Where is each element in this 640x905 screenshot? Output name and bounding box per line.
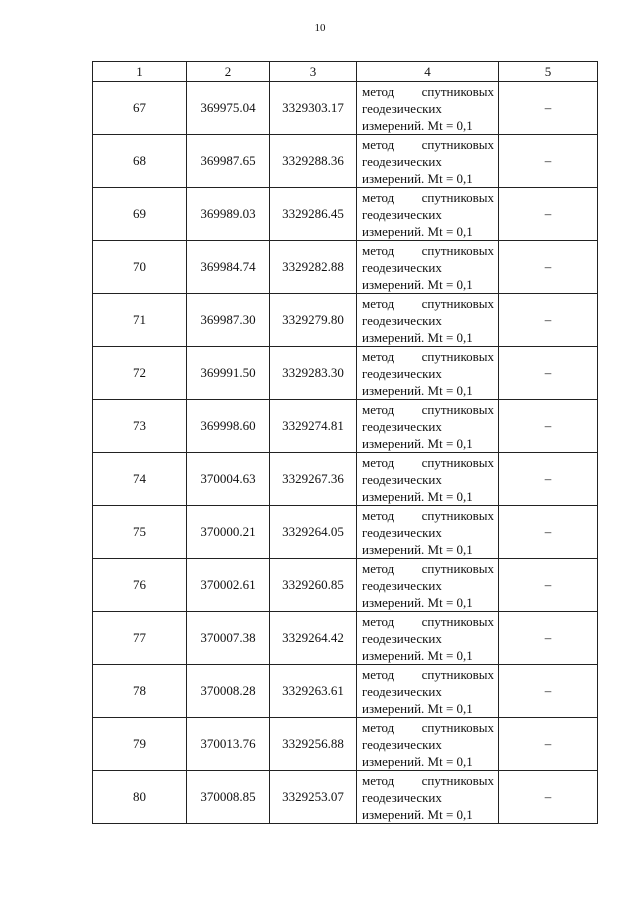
note-cell: – [499, 771, 598, 824]
method-line-3: измерений. Mt = 0,1 [362, 701, 473, 716]
method-line-2: геодезических [362, 631, 442, 646]
method-word: метод [362, 349, 395, 364]
point-number-cell: 76 [93, 559, 187, 612]
point-number-cell: 77 [93, 612, 187, 665]
method-line-3: измерений. Mt = 0,1 [362, 330, 473, 345]
y-coordinate-cell: 3329279.80 [270, 294, 357, 347]
method-line-3: измерений. Mt = 0,1 [362, 436, 473, 451]
y-coordinate-cell: 3329274.81 [270, 400, 357, 453]
method-cell [357, 82, 499, 135]
method-cell [357, 294, 499, 347]
note-cell: – [499, 135, 598, 188]
x-coordinate-cell: 369987.30 [187, 294, 270, 347]
y-coordinate-cell: 3329264.05 [270, 506, 357, 559]
method-word: метод [362, 402, 395, 417]
y-coordinate-cell: 3329253.07 [270, 771, 357, 824]
point-number-cell: 74 [93, 453, 187, 506]
method-line-3: измерений. Mt = 0,1 [362, 595, 473, 610]
method-cell [357, 135, 499, 188]
method-word: спутниковых [421, 773, 494, 788]
method-word: метод [362, 614, 395, 629]
y-coordinate-cell: 3329282.88 [270, 241, 357, 294]
method-line-2: геодезических [362, 684, 442, 699]
method-cell [357, 347, 499, 400]
table-row [93, 506, 598, 559]
method-word: спутниковых [421, 402, 494, 417]
x-coordinate-cell: 370000.21 [187, 506, 270, 559]
method-word: спутниковых [421, 561, 494, 576]
note-cell: – [499, 294, 598, 347]
note-cell: – [499, 665, 598, 718]
table-row [93, 612, 598, 665]
method-word: спутниковых [421, 243, 494, 258]
method-word: спутниковых [421, 296, 494, 311]
y-coordinate-cell: 3329260.85 [270, 559, 357, 612]
table-row [93, 718, 598, 771]
table-row [93, 188, 598, 241]
method-line-1 [362, 772, 494, 789]
point-number-cell: 75 [93, 506, 187, 559]
y-coordinate-cell: 3329263.61 [270, 665, 357, 718]
method-line-1 [362, 454, 494, 471]
x-coordinate-cell: 369991.50 [187, 347, 270, 400]
method-line-3: измерений. Mt = 0,1 [362, 383, 473, 398]
method-line-2: геодезических [362, 472, 442, 487]
method-cell [357, 771, 499, 824]
point-number-cell: 67 [93, 82, 187, 135]
method-word: метод [362, 296, 395, 311]
method-word: метод [362, 773, 395, 788]
table-row [93, 241, 598, 294]
point-number-cell: 68 [93, 135, 187, 188]
method-line-3: измерений. Mt = 0,1 [362, 277, 473, 292]
method-word: спутниковых [421, 720, 494, 735]
point-number-cell: 70 [93, 241, 187, 294]
column-header: 5 [499, 62, 598, 82]
method-cell [357, 718, 499, 771]
method-word: метод [362, 243, 395, 258]
x-coordinate-cell: 369989.03 [187, 188, 270, 241]
table-row [93, 400, 598, 453]
method-line-1 [362, 295, 494, 312]
x-coordinate-cell: 369987.65 [187, 135, 270, 188]
table-row [93, 453, 598, 506]
method-line-1 [362, 83, 494, 100]
table-row [93, 294, 598, 347]
table-row [93, 347, 598, 400]
method-word: метод [362, 508, 395, 523]
method-line-1 [362, 348, 494, 365]
point-number-cell: 69 [93, 188, 187, 241]
method-word: спутниковых [421, 455, 494, 470]
method-line-3: измерений. Mt = 0,1 [362, 171, 473, 186]
method-line-1 [362, 189, 494, 206]
page-number: 10 [314, 22, 326, 34]
method-word: спутниковых [421, 667, 494, 682]
table-row [93, 665, 598, 718]
method-word: спутниковых [421, 137, 494, 152]
method-word: метод [362, 455, 395, 470]
method-line-3: измерений. Mt = 0,1 [362, 807, 473, 822]
note-cell: – [499, 347, 598, 400]
column-header: 4 [357, 62, 499, 82]
method-cell [357, 612, 499, 665]
method-line-2: геодезических [362, 525, 442, 540]
method-cell [357, 188, 499, 241]
method-cell [357, 506, 499, 559]
point-number-cell: 78 [93, 665, 187, 718]
x-coordinate-cell: 369975.04 [187, 82, 270, 135]
table-body [93, 82, 598, 824]
method-line-2: геодезических [362, 366, 442, 381]
method-word: спутниковых [421, 508, 494, 523]
method-line-2: геодезических [362, 578, 442, 593]
x-coordinate-cell: 370008.28 [187, 665, 270, 718]
y-coordinate-cell: 3329264.42 [270, 612, 357, 665]
note-cell: – [499, 559, 598, 612]
table-row [93, 771, 598, 824]
note-cell: – [499, 241, 598, 294]
method-line-1 [362, 507, 494, 524]
method-line-1 [362, 136, 494, 153]
x-coordinate-cell: 370002.61 [187, 559, 270, 612]
point-number-cell: 80 [93, 771, 187, 824]
x-coordinate-cell: 369984.74 [187, 241, 270, 294]
method-line-2: геодезических [362, 207, 442, 222]
method-line-2: геодезических [362, 419, 442, 434]
method-line-1 [362, 560, 494, 577]
column-header: 3 [270, 62, 357, 82]
method-line-2: геодезических [362, 737, 442, 752]
y-coordinate-cell: 3329288.36 [270, 135, 357, 188]
method-line-1 [362, 666, 494, 683]
method-line-3: измерений. Mt = 0,1 [362, 489, 473, 504]
method-line-3: измерений. Mt = 0,1 [362, 224, 473, 239]
method-word: спутниковых [421, 349, 494, 364]
method-cell [357, 241, 499, 294]
x-coordinate-cell: 370008.85 [187, 771, 270, 824]
coordinates-table [92, 61, 598, 824]
x-coordinate-cell: 369998.60 [187, 400, 270, 453]
method-line-1 [362, 242, 494, 259]
method-line-2: геодезических [362, 790, 442, 805]
x-coordinate-cell: 370007.38 [187, 612, 270, 665]
note-cell: – [499, 612, 598, 665]
method-word: спутниковых [421, 84, 494, 99]
column-header: 2 [187, 62, 270, 82]
point-number-cell: 72 [93, 347, 187, 400]
note-cell: – [499, 82, 598, 135]
method-line-2: геодезических [362, 260, 442, 275]
y-coordinate-cell: 3329283.30 [270, 347, 357, 400]
x-coordinate-cell: 370004.63 [187, 453, 270, 506]
method-cell [357, 453, 499, 506]
method-line-1 [362, 719, 494, 736]
y-coordinate-cell: 3329303.17 [270, 82, 357, 135]
method-word: метод [362, 84, 395, 99]
method-line-2: геодезических [362, 154, 442, 169]
method-word: спутниковых [421, 614, 494, 629]
method-cell [357, 665, 499, 718]
method-cell [357, 559, 499, 612]
note-cell: – [499, 453, 598, 506]
method-word: метод [362, 561, 395, 576]
method-cell [357, 400, 499, 453]
point-number-cell: 79 [93, 718, 187, 771]
x-coordinate-cell: 370013.76 [187, 718, 270, 771]
table-row [93, 82, 598, 135]
point-number-cell: 71 [93, 294, 187, 347]
note-cell: – [499, 718, 598, 771]
y-coordinate-cell: 3329256.88 [270, 718, 357, 771]
method-word: метод [362, 137, 395, 152]
method-line-3: измерений. Mt = 0,1 [362, 118, 473, 133]
method-line-3: измерений. Mt = 0,1 [362, 542, 473, 557]
note-cell: – [499, 506, 598, 559]
method-line-1 [362, 401, 494, 418]
table-row [93, 135, 598, 188]
method-line-3: измерений. Mt = 0,1 [362, 648, 473, 663]
method-word: метод [362, 190, 395, 205]
y-coordinate-cell: 3329267.36 [270, 453, 357, 506]
column-header: 1 [93, 62, 187, 82]
method-word: спутниковых [421, 190, 494, 205]
method-line-2: геодезических [362, 101, 442, 116]
method-word: метод [362, 720, 395, 735]
note-cell: – [499, 188, 598, 241]
header-row [93, 62, 598, 82]
method-line-3: измерений. Mt = 0,1 [362, 754, 473, 769]
y-coordinate-cell: 3329286.45 [270, 188, 357, 241]
note-cell: – [499, 400, 598, 453]
table-row [93, 559, 598, 612]
method-line-2: геодезических [362, 313, 442, 328]
point-number-cell: 73 [93, 400, 187, 453]
method-word: метод [362, 667, 395, 682]
method-line-1 [362, 613, 494, 630]
